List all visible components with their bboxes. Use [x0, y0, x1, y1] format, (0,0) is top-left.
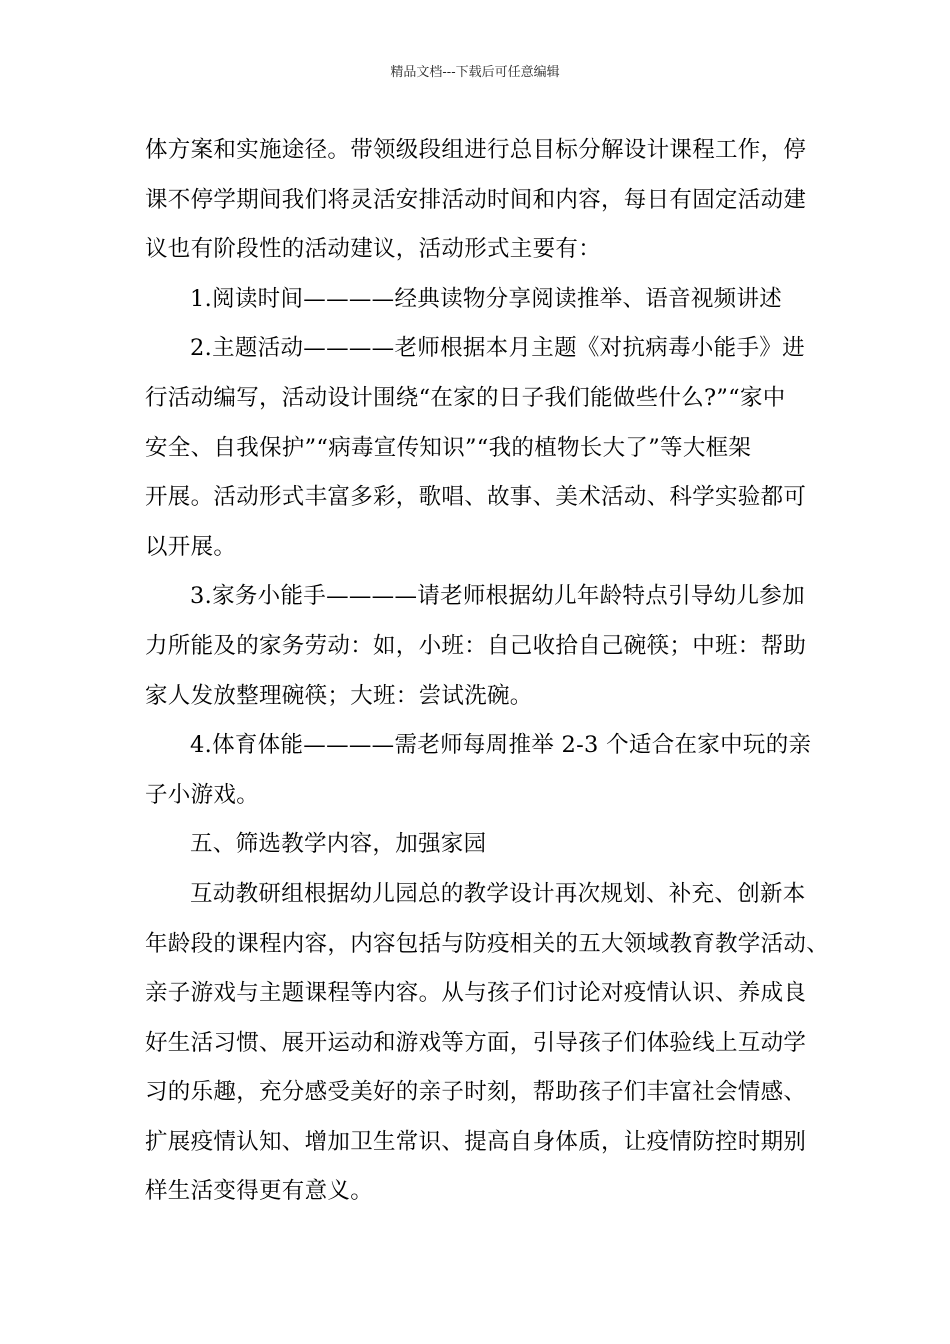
text-line: 家人发放整理碗筷；大班：尝试洗碗。 — [145, 682, 533, 709]
document-body — [145, 126, 835, 1217]
text-line: 议也有阶段性的活动建议，活动形式主要有： — [145, 236, 602, 263]
text-line: 力所能及的家务劳动：如，小班：自己收拾自己碗筷；中班：帮助 — [145, 632, 807, 659]
text-line: 扩展疫情认知、增加卫生常识、提高自身体质，让疫情防控时期别 — [145, 1128, 807, 1155]
text-line: 课不停学期间我们将灵活安排活动时间和内容，每日有固定活动建 — [145, 186, 807, 213]
text-line: 亲子游戏与主题课程等内容。从与孩子们讨论对疫情认识、养成良 — [145, 980, 807, 1007]
text-line: 子小游戏。 — [145, 781, 260, 808]
page-header: 精品文档---下载后可任意编辑 — [390, 65, 560, 80]
list-item-reading-time: 1.阅读时间————经典读物分享阅读推举、语音视频讲述 — [190, 285, 783, 312]
text-line: 以开展。 — [145, 533, 237, 560]
text-line: 好生活习惯、展开运动和游戏等方面，引导孩子们体验线上互动学 — [145, 1029, 807, 1056]
text-line: 行活动编写，活动设计围绕“在家的日子我们能做些什么?”“家中 — [145, 384, 786, 411]
list-item-physical-fitness: 4.体育体能————需老师每周推举 2-3 个适合在家中玩的亲 — [190, 732, 812, 759]
text-line: 样生活变得更有意义。 — [145, 1178, 374, 1205]
text-line: 开展。活动形式丰富多彩，歌唱、故事、美术活动、科学实验都可 — [145, 484, 807, 511]
list-item-housework: 3.家务小能手————请老师根据幼儿年龄特点引导幼儿参加 — [190, 583, 805, 610]
text-line: 安全、自我保护”“病毒宣传知识”“我的植物长大了”等大框架 — [145, 434, 752, 461]
list-item-theme-activity: 2.主题活动————老师根据本月主题《对抗病毒小能手》进 — [190, 335, 805, 362]
section-heading: 五、筛选教学内容，加强家园 — [190, 831, 487, 858]
text-line: 习的乐趣，充分感受美好的亲子时刻，帮助孩子们丰富社会情感、 — [145, 1079, 807, 1106]
paragraph-start: 互动教研组根据幼儿园总的教学设计再次规划、补充、创新本 — [190, 880, 806, 907]
text-line: 年龄段的课程内容，内容包括与防疫相关的五大领域教育教学活动、 — [145, 930, 830, 957]
text-line: 体方案和实施途径。带领级段组进行总目标分解设计课程工作，停 — [145, 137, 807, 163]
